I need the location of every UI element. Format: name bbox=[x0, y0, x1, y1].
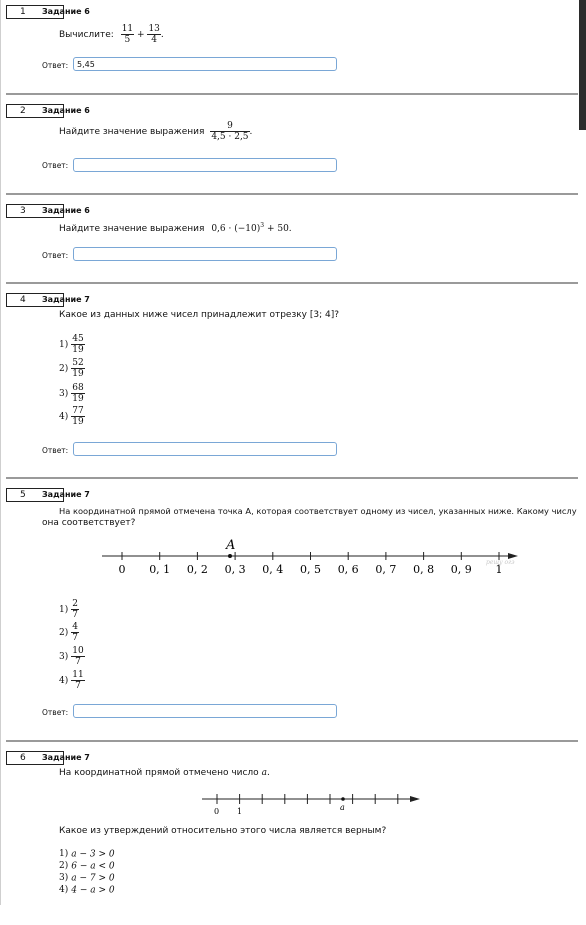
answer-option bbox=[59, 406, 85, 427]
answer-option bbox=[59, 885, 115, 896]
option-text: 6 − a < 0 bbox=[71, 861, 115, 872]
task-number-box: 3 bbox=[6, 204, 64, 218]
denominator: 4,5 · 2,5 bbox=[211, 132, 249, 142]
option-number: 3) bbox=[59, 651, 69, 662]
denominator: 19 bbox=[72, 394, 84, 404]
denominator: 7 bbox=[72, 633, 78, 643]
task-separator bbox=[6, 193, 578, 195]
numerator: 45 bbox=[72, 334, 84, 344]
task-separator bbox=[6, 282, 578, 284]
answer-option bbox=[59, 646, 85, 667]
option-number: 2) bbox=[59, 627, 69, 638]
task-title: Задание 7 bbox=[42, 753, 90, 762]
answer-option bbox=[59, 358, 85, 379]
option-number: 4) bbox=[59, 411, 69, 422]
tick-label: 0, 5 bbox=[300, 563, 321, 576]
fraction bbox=[71, 358, 84, 379]
task-number-box: 1 bbox=[6, 5, 64, 19]
tick-label: 0, 6 bbox=[337, 563, 359, 576]
option-number: 4) bbox=[59, 885, 69, 895]
task-title: Задание 6 bbox=[42, 206, 90, 215]
point-a bbox=[341, 797, 345, 801]
answer-input[interactable] bbox=[73, 247, 337, 261]
point-a-label: A bbox=[226, 538, 236, 553]
answer-option bbox=[59, 670, 85, 691]
tick-label: 0, 7 bbox=[375, 563, 397, 576]
fraction bbox=[71, 670, 84, 691]
page-left-border bbox=[0, 0, 1, 905]
numerator: 10 bbox=[72, 646, 84, 656]
fraction bbox=[71, 646, 84, 667]
point-a bbox=[228, 554, 232, 558]
point-a-label: a bbox=[340, 803, 345, 812]
option-number: 2) bbox=[59, 363, 69, 374]
task-prompt bbox=[59, 24, 164, 45]
task-separator bbox=[6, 93, 578, 95]
tick-label: 0 bbox=[118, 563, 126, 576]
denominator: 4 bbox=[151, 35, 158, 45]
scrollbar-strip[interactable] bbox=[579, 0, 586, 130]
numerator: 52 bbox=[72, 358, 84, 368]
prompt-text: Найдите значение выражения bbox=[59, 224, 205, 234]
option-text: 4 − a > 0 bbox=[71, 885, 115, 896]
expression bbox=[211, 224, 291, 234]
answer-input[interactable] bbox=[73, 158, 337, 172]
option-number: 1) bbox=[59, 849, 69, 859]
option-text: a − 3 > 0 bbox=[71, 849, 115, 860]
numerator: 77 bbox=[72, 406, 84, 416]
prompt-line: На координатной прямой отмечена точка A, которая соответствует одному из чисел, указанных ниже. Какому числу bbox=[59, 506, 577, 516]
answer-option bbox=[59, 599, 79, 620]
prompt-text: Вычислите: bbox=[59, 30, 114, 40]
task-separator bbox=[6, 477, 578, 479]
expression-base: 0,6 · (−10) bbox=[211, 224, 261, 234]
numerator: 11 bbox=[72, 670, 84, 680]
fraction bbox=[147, 24, 160, 45]
operator: + bbox=[137, 30, 145, 40]
tick-label-1: 1 bbox=[237, 807, 243, 816]
option-number: 2) bbox=[59, 861, 69, 871]
answer-option bbox=[59, 383, 85, 404]
answer-input[interactable] bbox=[73, 704, 337, 718]
fraction bbox=[71, 406, 84, 427]
arrow-head-icon bbox=[410, 796, 420, 802]
tick-label: 0, 9 bbox=[450, 563, 472, 576]
task-prompt: Какое из данных ниже чисел принадлежит отрезку [3; 4]? bbox=[59, 310, 340, 320]
tick-label: 0, 2 bbox=[186, 563, 208, 576]
task-prompt bbox=[59, 121, 252, 142]
prompt-text: На координатной прямой отмечено число bbox=[59, 768, 259, 778]
tick-label: 0, 1 bbox=[149, 563, 171, 576]
answer-option bbox=[59, 861, 115, 872]
option-number: 3) bbox=[59, 388, 69, 399]
task-prompt bbox=[59, 768, 270, 778]
answer-label: Ответ: bbox=[42, 446, 69, 455]
task-separator bbox=[6, 740, 578, 742]
prompt-line: она соответствует? bbox=[42, 518, 136, 528]
denominator: 19 bbox=[72, 345, 84, 355]
prompt-variable: a. bbox=[261, 768, 270, 778]
number-line-figure bbox=[198, 788, 424, 816]
tick-label-0: 0 bbox=[214, 807, 220, 816]
option-number: 1) bbox=[59, 604, 69, 615]
task-number-box: 6 bbox=[6, 751, 64, 765]
task-number-box: 5 bbox=[6, 488, 64, 502]
expression-tail: + 50. bbox=[266, 224, 292, 234]
watermark: решу огэ bbox=[486, 559, 515, 566]
task-title: Задание 7 bbox=[42, 295, 90, 304]
fraction bbox=[71, 383, 84, 404]
denominator: 7 bbox=[72, 610, 78, 620]
numerator: 9 bbox=[210, 121, 249, 132]
fraction bbox=[210, 121, 249, 142]
task-title: Задание 7 bbox=[42, 490, 90, 499]
answer-option bbox=[59, 334, 85, 355]
period: . bbox=[160, 30, 164, 40]
numerator: 2 bbox=[72, 599, 78, 609]
option-text: a − 7 > 0 bbox=[71, 873, 115, 884]
denominator: 19 bbox=[72, 369, 84, 379]
option-number: 3) bbox=[59, 873, 69, 883]
fraction bbox=[71, 334, 84, 355]
tick-label: 0, 8 bbox=[413, 563, 435, 576]
numerator: 13 bbox=[148, 24, 160, 34]
tick-label: 0, 4 bbox=[262, 563, 284, 576]
denominator: 5 bbox=[124, 35, 131, 45]
answer-label: Ответ: bbox=[42, 61, 69, 70]
denominator: 19 bbox=[72, 417, 84, 427]
fraction bbox=[121, 24, 134, 45]
answer-label: Ответ: bbox=[42, 251, 69, 260]
prompt-text: Найдите значение выражения bbox=[59, 127, 205, 137]
fraction bbox=[71, 622, 79, 643]
number-line-figure bbox=[98, 534, 524, 578]
task-question: Какое из утверждений относительно этого числа является верным? bbox=[59, 826, 387, 836]
denominator: 7 bbox=[75, 681, 81, 691]
task-number-box: 4 bbox=[6, 293, 64, 307]
fraction bbox=[71, 599, 79, 620]
answer-option bbox=[59, 873, 115, 884]
numerator: 4 bbox=[72, 622, 78, 632]
answer-label: Ответ: bbox=[42, 161, 69, 170]
tick-label: 0, 3 bbox=[224, 563, 246, 576]
task-number-box: 2 bbox=[6, 104, 64, 118]
answer-option bbox=[59, 849, 115, 860]
option-number: 4) bbox=[59, 675, 69, 686]
option-number: 1) bbox=[59, 339, 69, 350]
task-title: Задание 6 bbox=[42, 7, 90, 16]
task-prompt bbox=[42, 505, 579, 529]
exponent: 3 bbox=[260, 222, 265, 229]
task-title: Задание 6 bbox=[42, 106, 90, 115]
numerator: 68 bbox=[72, 383, 84, 393]
answer-input[interactable] bbox=[73, 57, 337, 71]
tick-label: 1 bbox=[495, 563, 503, 576]
answer-option bbox=[59, 622, 79, 643]
denominator: 7 bbox=[75, 657, 81, 667]
numerator: 11 bbox=[121, 24, 134, 34]
task-prompt bbox=[59, 222, 292, 234]
answer-label: Ответ: bbox=[42, 708, 69, 717]
period: . bbox=[249, 127, 253, 137]
answer-input[interactable] bbox=[73, 442, 337, 456]
